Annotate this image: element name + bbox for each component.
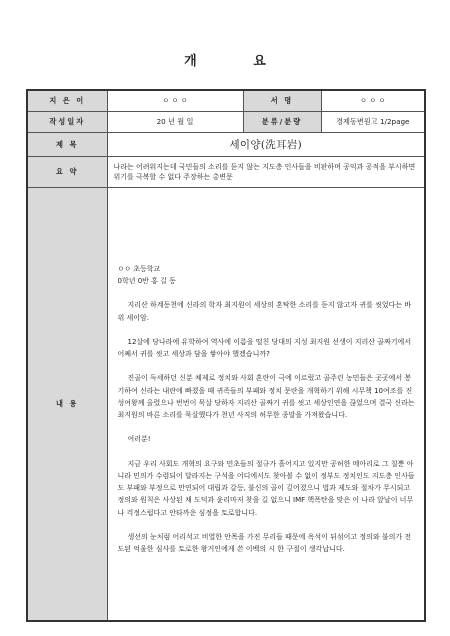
content-body <box>107 188 425 622</box>
category-label: 분류/분량 <box>243 112 321 133</box>
student-name: 0학년 0반 홍 길 동 <box>117 277 176 285</box>
summary-label: 요 약 <box>27 157 107 188</box>
paragraph-3: 진골이 득세하던 신분 체제로 정치와 사회 혼란이 극에 이르렀고 골주린 농민들은 곳곳에서 봉기하여 신라는 내란에 빠졌을 때 귀족들의 부패와 정치 문란을 개혁하기 위해 시무책 10여조를 진성여왕께 올렸으나 번번이 묵살 당하자 지리산 골짜기 귀를 씻고 세상인연을 끊었으며 결국 신라는 최지원의 바른 소리를 묵살했다가 천년 사직의 허무한 종말을 가져왔습니다. <box>117 374 415 419</box>
page-title: 개 요 <box>184 54 292 69</box>
date-label: 작성일자 <box>27 112 107 133</box>
paragraph-6: 생선의 눈처럼 어리석고 비열한 안목을 가진 무리들 때문에 옥석이 뒤섞이고 정의와 불의가 전도된 억울한 심사를 토로한 왕거인에게 쓴 이백의 시 한 구절이 생각납니다. <box>117 532 412 553</box>
signature-label: 서 명 <box>243 90 321 112</box>
paragraph-2: 12살에 당나라에 유학하여 역사에 이름을 떨친 당대의 지성 최지원 선생이 지리산 골짜기에서 어쩨서 귀를 씻고 세상과 담을 쌓아야 했겠습니까? <box>117 337 412 358</box>
summary-form-table <box>26 89 426 622</box>
paragraph-1: 지리산 하계동천에 신라의 학자 최지원이 세상의 혼탁한 소리를 듣지 않고자 귀를 씻었다는 바위 세이암. <box>117 301 412 322</box>
category-value: 경제동변원고 1/2page <box>321 112 425 133</box>
signature-value: ㅇ ㅇ ㅇ <box>321 90 425 112</box>
content-label: 내 용 <box>27 188 107 622</box>
paragraph-4: 여러분! <box>127 435 151 444</box>
summary-value: 나라는 어려워지는데 국민들의 소리를 듣지 않는 지도층 인사들을 비판하며 공익과 공적을 부시하면 위기를 극복할 수 없다 주장하는 총변문 <box>107 157 425 188</box>
school-name: ㅇㅇ 초등학교 <box>117 264 161 273</box>
date-value: 20 년 월 일 <box>107 112 243 133</box>
author-label: 지 은 이 <box>27 90 107 112</box>
paragraph-5: 지금 우리 사회도 개혁의 요구와 민초들의 절규가 흘어지고 있지만 공허한 메아리로 그 칠뿐 아니라 민의가 수렴되어 달라지는 구석을 어디에서도 찾아볼 수 없이 정부도 정치인도 지도층 인사들도 부패와 부정으로 만연되어 대립과 갈등, 불신의 골이 깊어졌으니 법과 제도와 절차가 무시되고 정의와 원칙은 사상된 채 도덕과 윤리마저 찾을 길 없으니 IMF 핵폭탄을 맞은 이 나라 앞날이 너무나 걱정스럽다고 안타까운 심정을 토로합니다. <box>117 459 415 517</box>
author-value: ㅇ ㅇ ㅇ <box>107 90 243 112</box>
title-label: 제 목 <box>27 133 107 157</box>
title-value: 세이양(洗耳岩) <box>107 133 425 157</box>
